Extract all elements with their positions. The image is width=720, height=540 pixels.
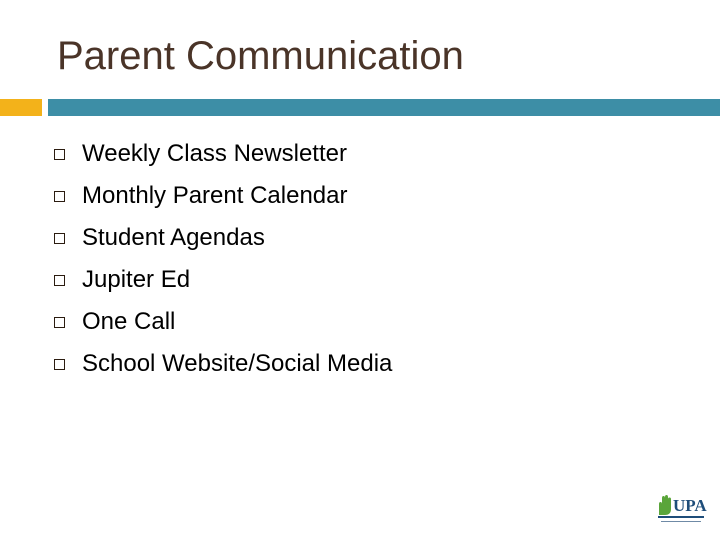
header-bar: [48, 99, 720, 116]
bullet-list: [54, 133, 392, 385]
square-bullet-icon: [54, 233, 65, 244]
logo-underline: [658, 516, 704, 518]
list-item: [54, 175, 392, 217]
bullet-text: Jupiter Ed: [82, 266, 191, 293]
accent-bar: [0, 99, 42, 116]
square-bullet-icon: [54, 191, 65, 202]
bullet-text: Monthly Parent Calendar: [82, 182, 348, 209]
bullet-text: Student Agendas: [82, 224, 265, 251]
square-bullet-icon: [54, 149, 65, 160]
logo-text: UPA: [673, 496, 707, 515]
square-bullet-icon: [54, 275, 65, 286]
list-item: [54, 259, 392, 301]
slide-title: Parent Communication: [57, 34, 464, 78]
logo-subline: [661, 521, 701, 522]
bullet-text: Weekly Class Newsletter: [82, 140, 347, 167]
bullet-text: School Website/Social Media: [82, 350, 393, 377]
upa-logo: [655, 494, 707, 528]
list-item: [54, 343, 392, 385]
bullet-text: One Call: [82, 308, 176, 335]
square-bullet-icon: [54, 359, 65, 370]
hand-icon: [655, 494, 673, 516]
square-bullet-icon: [54, 317, 65, 328]
list-item: [54, 133, 392, 175]
list-item: [54, 301, 392, 343]
list-item: [54, 217, 392, 259]
